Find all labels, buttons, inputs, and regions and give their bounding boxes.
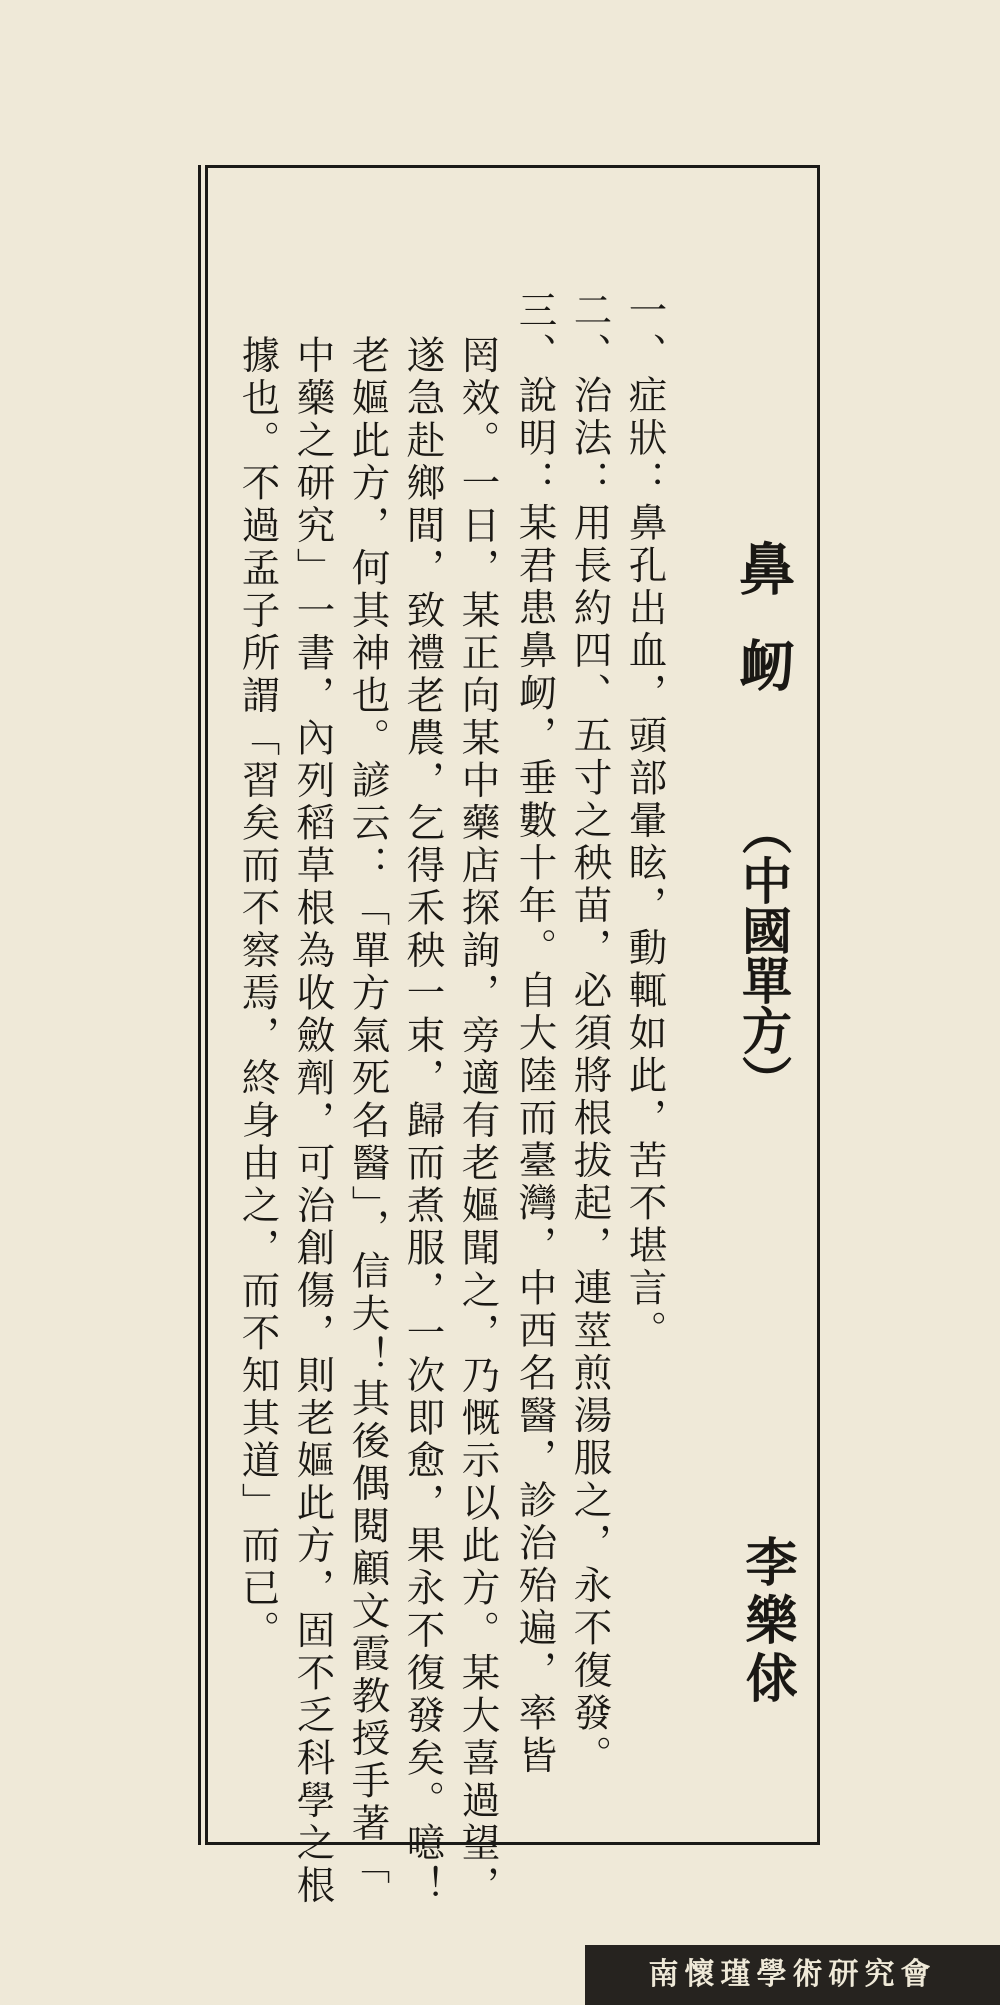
body-line-8: 據也。不過孟子所謂「習矣而不察焉，終身由之，而不知其道」而已。: [235, 335, 281, 1653]
body-line-6: 老嫗此方，何其神也。諺云：「單方氣死名醫」，信夫！其後偶閱顧文霞教授手著「: [345, 335, 391, 1889]
body-line-4: 罔效。一日，某正向某中藥店探詢，旁適有老嫗聞之，乃慨示以此方。某大喜過望，: [455, 335, 501, 1908]
body-line-7: 中藥之研究」一書，內列稻草根為收斂劑，可治創傷，則老嫗此方，固不乏科學之根: [290, 335, 336, 1908]
article-title: 鼻衂: [730, 540, 796, 732]
body-line-5: 遂急赴鄉間，致禮老農，乞得禾秧一束，歸而煮服，一次即愈，果永不復發矣。噫！: [400, 335, 446, 1908]
article-subtitle: （中國單方）: [734, 805, 793, 1105]
body-line-3: 三、說明：某君患鼻衂，垂數十年。自大陸而臺灣，中西名醫，診治殆遍，率皆: [512, 290, 558, 1778]
body-line-2: 二、治法：用長約四、五寸之秧苗，必須將根拔起，連莖煎湯服之，永不復發。: [567, 290, 613, 1778]
article-author: 李樂俅: [736, 1535, 797, 1709]
body-line-1: 一、症狀：鼻孔出血，頭部暈眩，動輒如此，苦不堪言。: [622, 290, 668, 1353]
organization-watermark: 南懷瑾學術研究會: [585, 1945, 1000, 2005]
